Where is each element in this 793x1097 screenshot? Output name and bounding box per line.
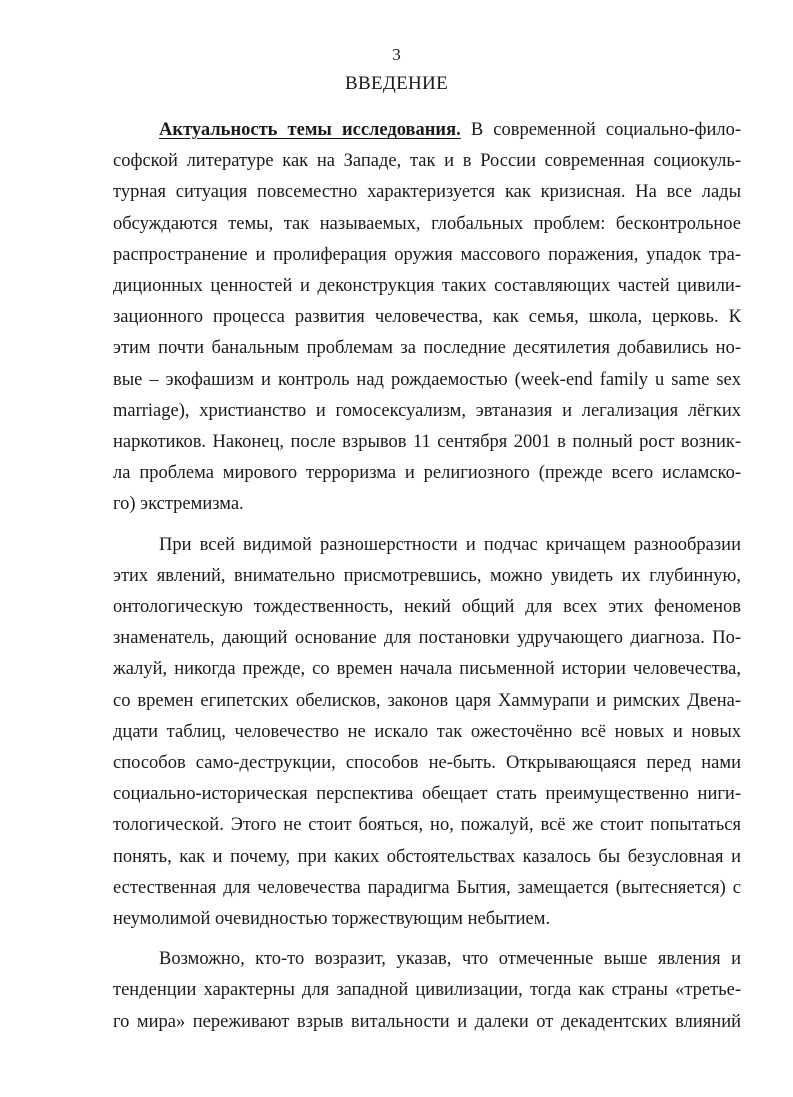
text-line: онтологическую тождественность, некий общий для всех этих феноменов	[113, 597, 741, 618]
text-line: социально-историческая перспектива обещает стать преимущественно ниги-	[113, 784, 741, 805]
text-line: тенденции характерны для западной цивилизации, тогда как страны «третье-	[113, 980, 741, 1001]
text-line: вые – экофашизм и контроль над рождаемостью (week-end family u same sex	[113, 369, 741, 390]
text-line: турная ситуация повсеместно характеризуется как кризисная. На все лады	[113, 182, 741, 203]
text-line: го мира» переживают взрыв витальности и далеки от декадентских влияний	[113, 1011, 741, 1032]
text-line: понять, как и почему, при каких обстоятельствах казалось бы безусловная и	[113, 846, 741, 867]
paragraph-1	[113, 115, 741, 521]
text-line: этих явлений, внимательно присмотревшись, можно увидеть их глубинную,	[113, 565, 741, 586]
text-line: жалуй, никогда прежде, со времен начала письменной истории человечества,	[113, 659, 741, 680]
paragraph-3	[113, 944, 741, 1038]
text-line: зационного процесса развития человечества, как семья, школа, церковь. К	[113, 307, 741, 328]
paragraph-2	[113, 530, 741, 936]
text-line: Возможно, кто-то возразит, указав, что отмеченные выше явления и	[159, 949, 741, 970]
text-line: способов само-деструкции, способов не-быть. Открывающаяся перед нами	[113, 753, 741, 774]
text-line: обсуждаются темы, так называемых, глобальных проблем: бесконтрольное	[113, 213, 741, 234]
text-line: тологической. Этого не стоит бояться, но, пожалуй, всё же стоит попытаться	[113, 815, 741, 836]
text-line: естественная для человечества парадигма Бытия, замещается (вытесняется) с	[113, 877, 741, 898]
text-line: неумолимой очевидностью торжествующим небытием.	[113, 909, 551, 930]
text-line: со времен египетских обелисков, законов царя Хаммурапи и римских Двена-	[113, 690, 741, 711]
text-line: Актуальность темы исследования. В современной социально-фило-	[159, 120, 742, 140]
body-text	[113, 115, 741, 1038]
text-line: ла проблема мирового терроризма и религиозного (прежде всего исламско-	[113, 463, 741, 484]
text-line: софской литературе как на Западе, так и в России современная социокуль-	[113, 151, 741, 172]
text-line: дцати таблиц, человечество не искало так ожесточённо всё новых и новых	[113, 721, 741, 742]
text-line: распространение и пролиферация оружия массового поражения, упадок тра-	[113, 244, 741, 265]
page-title: ВВЕДЕНИЕ	[345, 73, 448, 94]
text-line: диционных ценностей и деконструкция таких составляющих частей цивили-	[113, 276, 741, 297]
text-line: го) экстремизма.	[113, 494, 244, 515]
text-line: marriage), христианство и гомосексуализм, эвтаназия и легализация лёгких	[113, 400, 741, 421]
text-line: этим почти банальным проблемам за последние десятилетия добавились но-	[113, 338, 741, 359]
text-line: знаменатель, дающий основание для постановки удручающего диагноза. По-	[113, 628, 741, 649]
page-number: 3	[392, 45, 401, 64]
section-heading: Актуальность темы исследования.	[159, 120, 461, 140]
text-line: наркотиков. Наконец, после взрывов 11 сентября 2001 в полный рост возник-	[113, 432, 741, 453]
text-line: При всей видимой разношерстности и подчас кричащем разнообразии	[159, 534, 741, 555]
